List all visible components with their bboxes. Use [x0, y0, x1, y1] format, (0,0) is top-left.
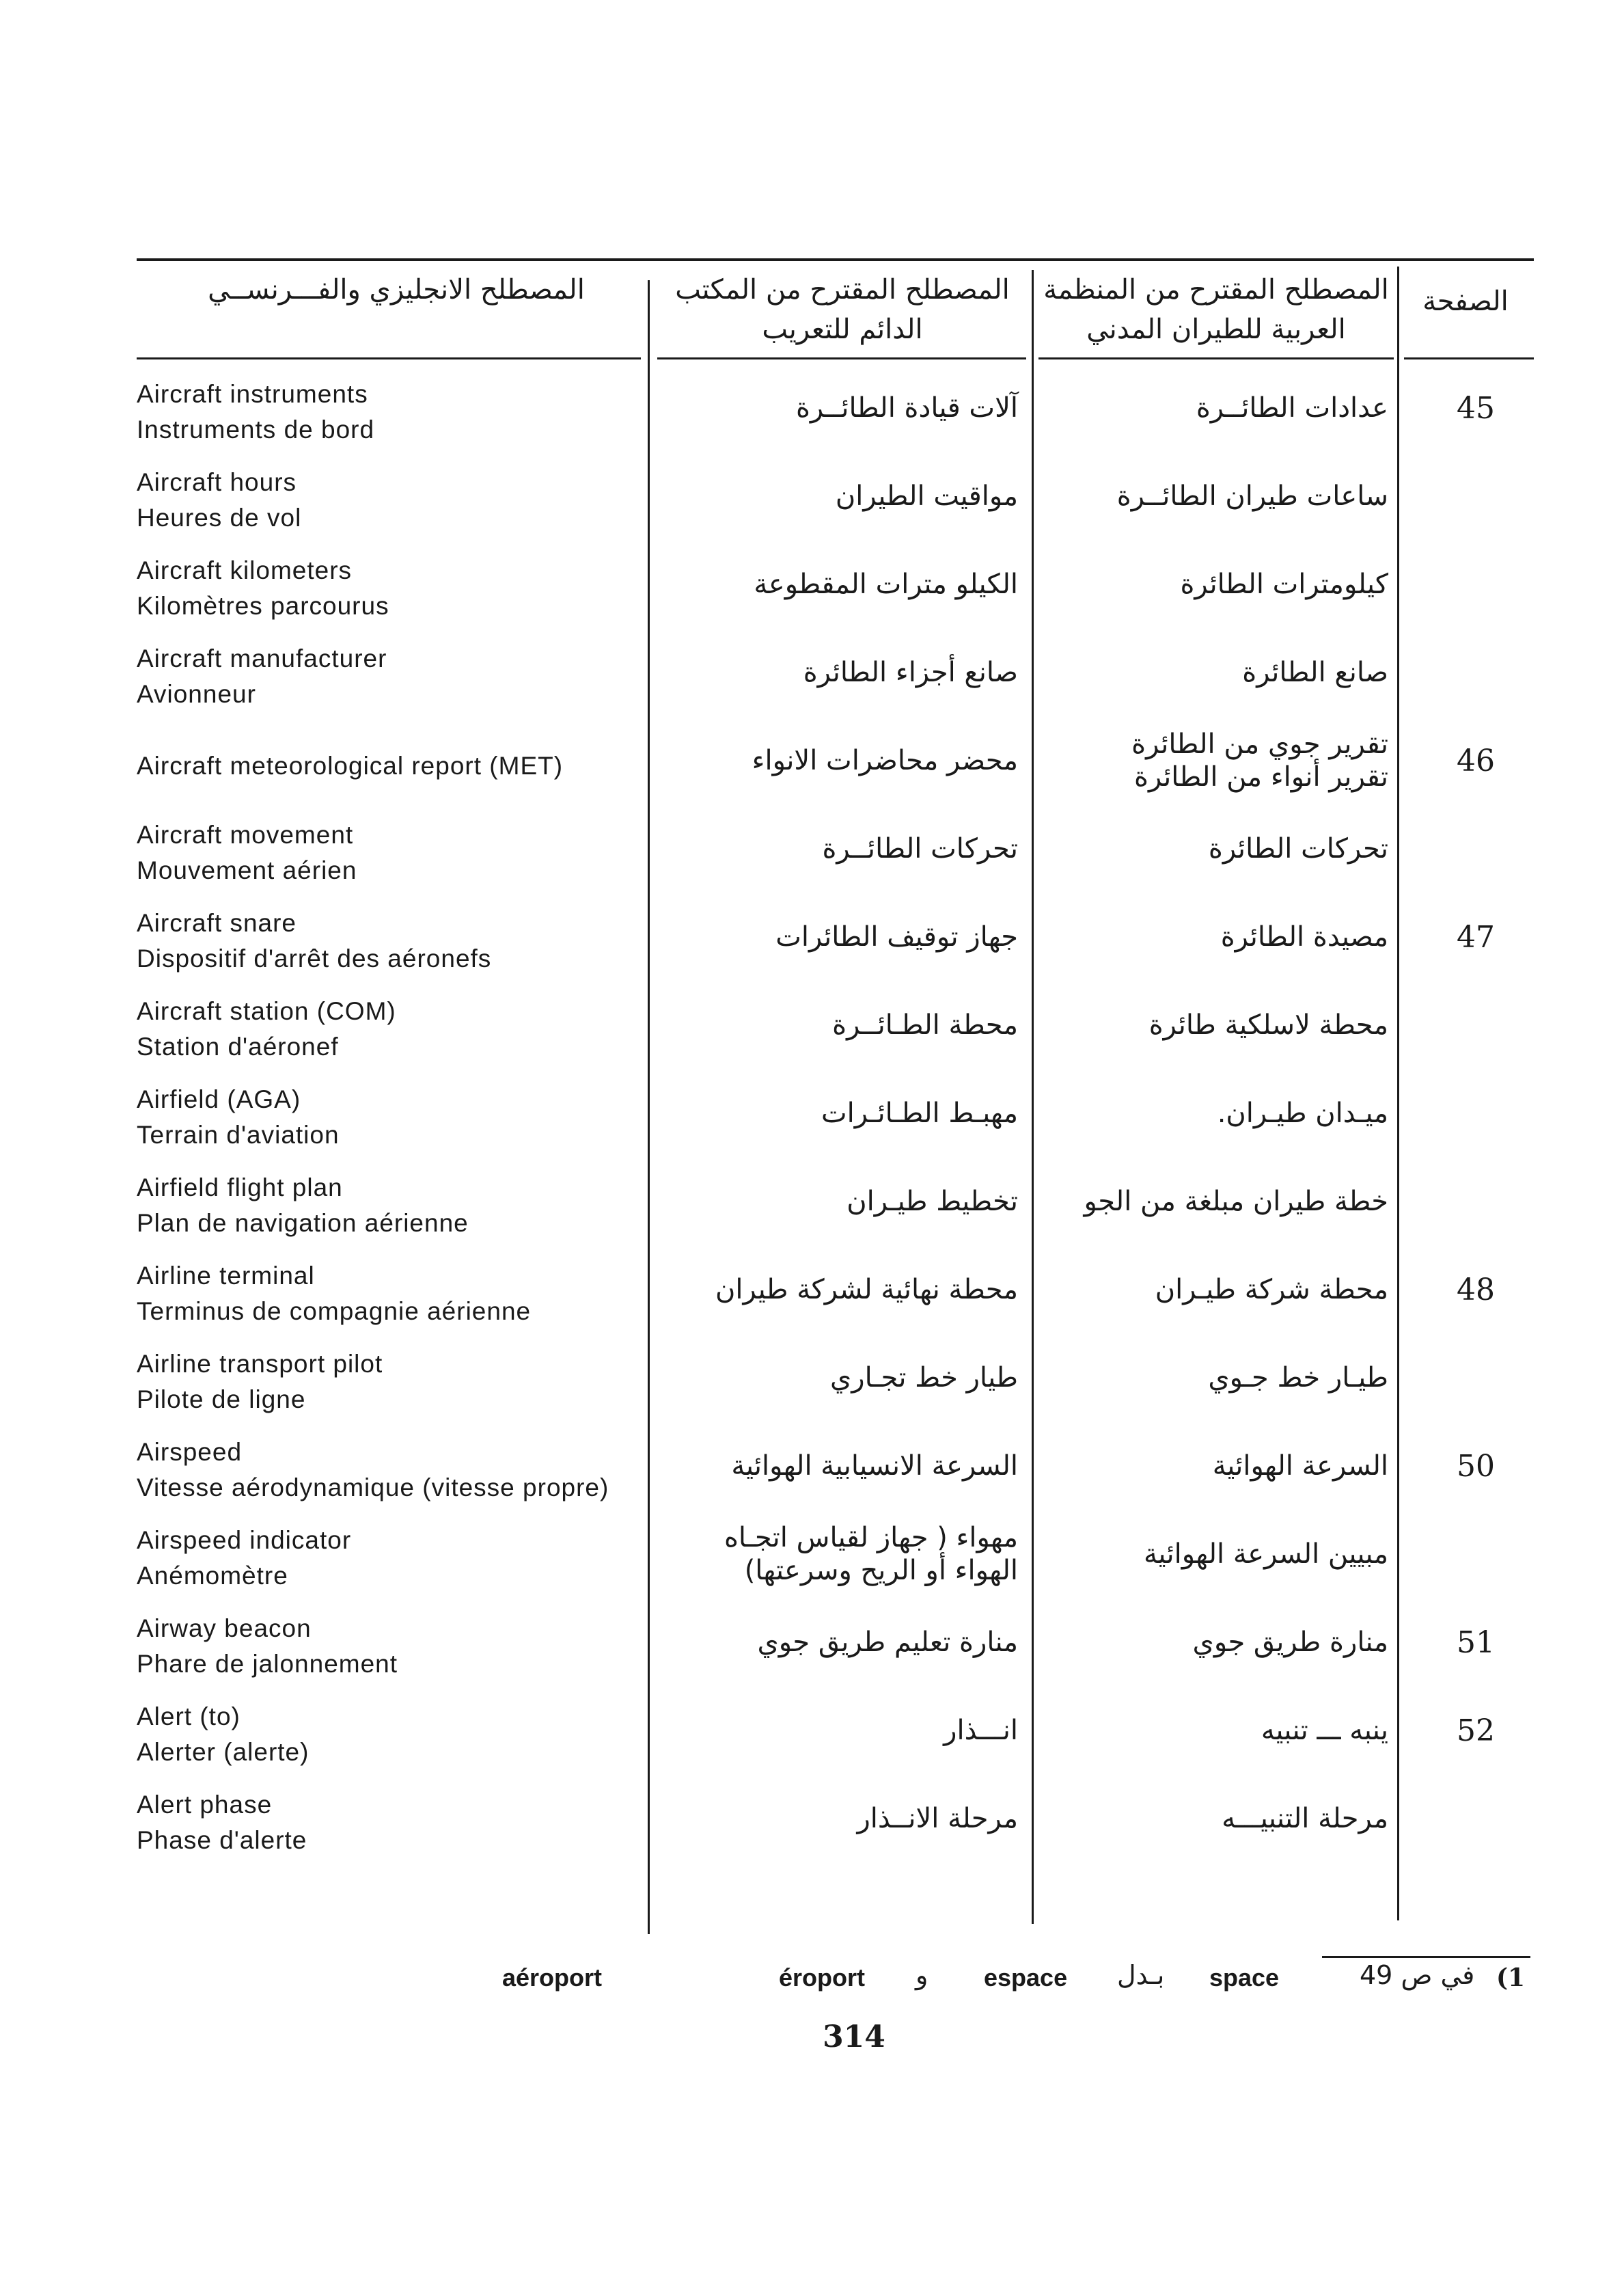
term-arabic-acao: منارة طريق جوي — [1192, 1627, 1388, 1658]
term-arabic-office: محطة الطـائــرة — [832, 1009, 1018, 1041]
header-arab-civil-aviation: المصطلح المقترح من المنظمة العربية للطيران المدني — [1043, 274, 1389, 345]
term-arabic-acao: تقرير جوي من الطائرة — [1131, 729, 1388, 760]
footnote-mark: (1 — [1496, 1963, 1526, 1992]
term-arabic-acao: مرحلة التنبيـــه — [1222, 1803, 1388, 1834]
term-arabic-acao: ينبه ـــ تنبيه — [1261, 1715, 1388, 1746]
term-arabic-acao: محطة لاسلكية طائرة — [1148, 1009, 1388, 1041]
term-arabic-acao: ساعات طيران الطائــرة — [1116, 480, 1388, 512]
term-arabic-office-cont: الهواء أو الريح وسرعتها) — [744, 1555, 1018, 1586]
term-arabic-office: مواقيت الطيران — [835, 480, 1018, 512]
term-arabic-office: آلات قيادة الطائــرة — [795, 392, 1018, 424]
term-french: Phare de jalonnement — [137, 1650, 398, 1678]
term-arabic-office: محطة نهائية لشركة طيران — [715, 1274, 1018, 1305]
term-arabic-office: منارة تعليم طريق جوي — [757, 1627, 1018, 1658]
page-reference: 46 — [1457, 744, 1495, 778]
term-french: Mouvement aérien — [137, 856, 357, 884]
term-english: Aircraft station (COM) — [137, 997, 396, 1025]
term-english: Aircraft hours — [137, 468, 297, 496]
term-english: Aircraft meteorological report (MET) — [137, 752, 564, 780]
term-arabic-acao: مصيدة الطائرة — [1220, 921, 1388, 953]
term-french: Phase d'alerte — [137, 1826, 307, 1854]
term-arabic-office: السرعة الانسيابية الهوائية — [731, 1450, 1018, 1482]
column-divider-2 — [1032, 270, 1034, 1924]
term-arabic-office: صانع أجزاء الطائرة — [803, 657, 1018, 688]
term-arabic-acao: خطة طيران مبلغة من الجو — [1084, 1186, 1388, 1217]
term-french: Vitesse aérodynamique (vitesse propre) — [137, 1473, 609, 1501]
page-reference: 47 — [1457, 920, 1495, 955]
term-arabic-office: الكيلو مترات المقطوعة — [754, 569, 1018, 600]
term-arabic-acao-alt: تقرير أنواء من الطائرة — [1134, 761, 1388, 793]
footnote-word-espace: espace — [984, 1963, 1068, 1991]
term-french: Terrain d'aviation — [137, 1121, 340, 1149]
header-rule-col-a — [1038, 357, 1394, 359]
term-english: Aircraft manufacturer — [137, 644, 387, 672]
term-arabic-office: مرحلة الانــذار — [857, 1803, 1018, 1834]
page-reference: 52 — [1457, 1713, 1495, 1748]
term-french: Pilote de ligne — [137, 1385, 306, 1413]
column-divider-3 — [1397, 267, 1399, 1920]
term-french: Terminus de compagnie aérienne — [137, 1297, 532, 1325]
term-english: Airspeed — [137, 1438, 243, 1466]
page-reference: 48 — [1457, 1273, 1495, 1307]
term-arabic-office: محضر محاضرات الانواء — [752, 745, 1018, 776]
footnote-and: و — [916, 1960, 928, 1990]
page-reference: 45 — [1457, 391, 1495, 426]
term-arabic-acao: كيلومترات الطائرة — [1180, 569, 1388, 600]
term-french: Dispositif d'arrêt des aéronefs — [137, 944, 492, 973]
term-french: Heures de vol — [137, 504, 302, 532]
header-english-french: المصطلح الانجليزي والفـــرنســي — [208, 274, 585, 305]
term-english: Airline transport pilot — [137, 1350, 383, 1378]
term-arabic-office: مهبـط الطـائـرات — [821, 1098, 1018, 1129]
column-divider-1 — [648, 280, 650, 1934]
term-arabic-acao: تحركات الطائرة — [1208, 833, 1388, 865]
table-top-rule — [137, 258, 1534, 261]
term-english: Airline terminal — [137, 1262, 315, 1290]
term-arabic-office: تحركات الطائــرة — [822, 833, 1018, 865]
term-english: Airway beacon — [137, 1614, 312, 1642]
footnote-instead: بـدل — [1117, 1960, 1165, 1990]
term-english: Aircraft movement — [137, 821, 354, 849]
term-english: Alert phase — [137, 1791, 273, 1819]
term-arabic-acao: محطة شركة طيـران — [1155, 1274, 1388, 1305]
term-english: Aircraft kilometers — [137, 556, 353, 584]
term-english: Aircraft instruments — [137, 380, 368, 408]
term-arabic-acao: ميـدان طيـران. — [1217, 1098, 1388, 1129]
header-page: الصفحة — [1422, 286, 1509, 317]
header-permanent-office: المصطلح المقترح من المكتب الدائم للتعريب — [675, 274, 1010, 345]
footnote-page-ref: في ص 49 — [1360, 1960, 1475, 1990]
term-arabic-acao: مبيين السرعة الهوائية — [1143, 1538, 1388, 1570]
term-french: Kilomètres parcourus — [137, 592, 389, 620]
term-arabic-office: طيار خط تجـاري — [829, 1362, 1018, 1393]
term-english: Alert (to) — [137, 1702, 240, 1730]
term-french: Alerter (alerte) — [137, 1738, 309, 1766]
term-french: Plan de navigation aérienne — [137, 1209, 469, 1237]
header-rule-english — [137, 357, 641, 359]
term-french: Station d'aéronef — [137, 1033, 339, 1061]
page-number: 314 — [823, 2020, 885, 2054]
footnote-rule — [1322, 1956, 1530, 1958]
term-english: Airfield (AGA) — [137, 1085, 301, 1113]
term-english: Aircraft snare — [137, 909, 297, 937]
term-arabic-acao: صانع الطائرة — [1242, 657, 1388, 688]
term-french: Instruments de bord — [137, 416, 375, 444]
term-arabic-acao: السرعة الهوائية — [1212, 1450, 1388, 1482]
term-arabic-acao: عدادات الطائــرة — [1196, 392, 1388, 424]
term-english: Airfield flight plan — [137, 1173, 343, 1201]
page-reference: 51 — [1457, 1625, 1495, 1660]
term-french: Avionneur — [137, 680, 256, 708]
header-rule-col-b — [657, 357, 1026, 359]
term-arabic-office: جهاز توقيف الطائرات — [775, 921, 1018, 953]
footnote-word-space: space — [1209, 1963, 1280, 1991]
term-french: Anémomètre — [137, 1562, 288, 1590]
term-arabic-office: تخطيط طيـران — [847, 1186, 1018, 1217]
term-arabic-office: مهواء ( جهاز لقياس اتجـاه — [724, 1522, 1018, 1553]
term-english: Airspeed indicator — [137, 1526, 352, 1554]
term-arabic-acao: طيـار خط جـوي — [1208, 1362, 1388, 1393]
page-reference: 50 — [1457, 1449, 1495, 1484]
footnote-word-eroport: éroport — [779, 1963, 865, 1991]
header-rule-page — [1404, 357, 1534, 359]
footnote-word-aeroport: aéroport — [502, 1963, 603, 1991]
term-arabic-office: انـــذار — [944, 1715, 1018, 1746]
